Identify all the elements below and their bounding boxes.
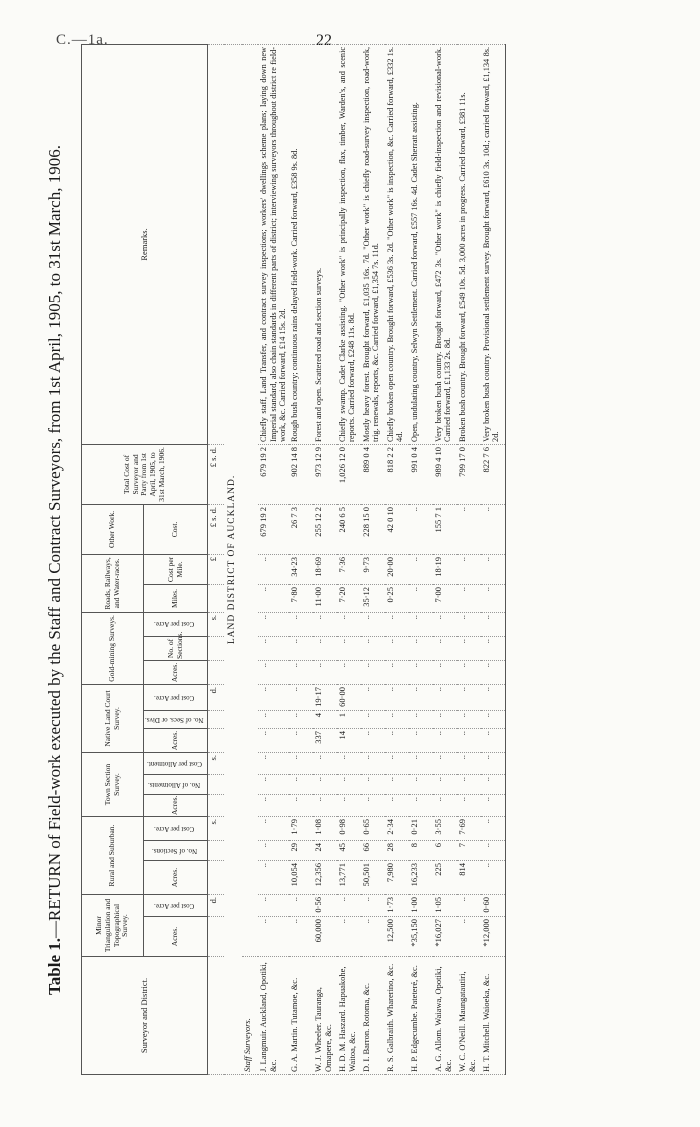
cell-total: 973 12 9 <box>313 444 337 504</box>
cell-gold-acres: .. <box>361 660 385 684</box>
header-remarks: Remarks. <box>82 44 208 444</box>
cell-rural-cost: 3·55 <box>433 817 457 841</box>
cell-native-acres: .. <box>481 729 506 753</box>
header-total-cost: Total Cost of Surveyor and Party from 1st April, 1905, to 31st March, 1906. <box>82 444 208 504</box>
cell-town-allot: .. <box>481 775 506 795</box>
cell-gold-acres: .. <box>337 660 361 684</box>
rotated-table-page <box>45 46 600 1075</box>
cell-native-secs: 1 <box>337 711 361 729</box>
cell-gold-secs: .. <box>433 636 457 660</box>
cell-miles: .. <box>258 584 289 612</box>
units-row <box>208 44 225 1074</box>
cell-remarks: Chiefly swamp. Cadet Clarke assisting. "Other work" is principally inspection, flax, timber, Warden's, and scenic reports. Carried forward, £248 11s. 8d. <box>337 44 361 444</box>
cell-native-secs: 4 <box>313 711 337 729</box>
table-title <box>45 65 65 1075</box>
header-other-cost: Cost. <box>144 504 208 554</box>
cell-town-cost: .. <box>457 753 481 775</box>
cell-other: 155 7 1 <box>433 504 457 554</box>
unit-lsd: £ s. d. <box>208 444 225 504</box>
cell-surveyor: J. Langmuir. Auckland, Opotiki, &c. <box>258 957 289 1075</box>
header-minor-acres: Acres. <box>144 917 208 957</box>
cell-rural-cost: .. <box>481 817 506 841</box>
cell-town-cost: .. <box>313 753 337 775</box>
header-surveyor: Surveyor and District. <box>82 957 208 1075</box>
header-town-section: Town Section Survey. <box>82 753 144 817</box>
cell-minor-cost: 1·73 <box>385 895 409 917</box>
section-row <box>224 44 242 1074</box>
cell-town-cost: .. <box>433 753 457 775</box>
header-native-land-court: Native Land Court Survey. <box>82 684 144 752</box>
cell-gold-cost: .. <box>433 612 457 636</box>
cell-native-secs: .. <box>385 711 409 729</box>
cell-other: 240 6 5 <box>337 504 361 554</box>
cell-total: 902 14 8 <box>289 444 313 504</box>
cell-native-acres: .. <box>361 729 385 753</box>
cell-minor-cost: 1·00 <box>409 895 433 917</box>
cell-rural-acres: 12,356 <box>313 861 337 895</box>
cell-cost-mile: 9·73 <box>361 554 385 584</box>
cell-gold-secs: .. <box>337 636 361 660</box>
header-other-work: Other Work. <box>82 504 144 554</box>
table-row <box>289 44 313 1074</box>
cell-rural-acres: .. <box>258 861 289 895</box>
cell-surveyor: W. C. O'Neill. Maungatautiri, &c. <box>457 957 481 1075</box>
cell-town-allot: .. <box>433 775 457 795</box>
cell-minor-acres: .. <box>457 917 481 957</box>
cell-other: 679 19 2 <box>258 504 289 554</box>
cell-surveyor: A. G. Allom. Waiawa, Opotiki, &c. <box>433 957 457 1075</box>
cell-other: .. <box>457 504 481 554</box>
unit-d: d. <box>208 895 225 917</box>
header-minor-triangulation: Minor Triangulation and Topographical Survey. <box>82 895 144 957</box>
cell-gold-cost: .. <box>289 612 313 636</box>
cell-cost-mile: .. <box>409 554 433 584</box>
cell-surveyor: W. J. Wheeler. Tauranga, Omapere, &c. <box>313 957 337 1075</box>
subsection-row <box>242 44 258 1074</box>
cell-minor-cost: .. <box>457 895 481 917</box>
cell-gold-secs: .. <box>385 636 409 660</box>
cell-remarks: Very broken bush country. Provisional settlement survey. Brought forward, £610 3s. 10d.; carried forward, £1,134 8s. 2d. <box>481 44 506 444</box>
cell-minor-acres: .. <box>337 917 361 957</box>
table-row <box>337 44 361 1074</box>
cell-town-acres: .. <box>433 795 457 817</box>
cell-cost-mile: .. <box>481 554 506 584</box>
cell-town-acres: .. <box>258 795 289 817</box>
cell-rural-secs: 28 <box>385 841 409 861</box>
cell-town-cost: .. <box>409 753 433 775</box>
cell-native-acres: 14 <box>337 729 361 753</box>
cell-rural-secs: 6 <box>433 841 457 861</box>
cell-rural-cost: 2·34 <box>385 817 409 841</box>
header-rural-cost-acre: Cost per Acre. <box>154 824 195 833</box>
unit-s: s. <box>208 612 225 636</box>
unit-d: d. <box>208 684 225 710</box>
cell-minor-acres: .. <box>289 917 313 957</box>
cell-gold-cost: .. <box>481 612 506 636</box>
cell-rural-secs: 66 <box>361 841 385 861</box>
cell-cost-mile: .. <box>258 554 289 584</box>
header-roads-cost-mile: Cost per Mile. <box>144 554 208 584</box>
cell-surveyor: H. P. Edgecumbe. Pateteré, &c. <box>409 957 433 1075</box>
cell-town-cost: .. <box>481 753 506 775</box>
cell-rural-acres: 50,501 <box>361 861 385 895</box>
cell-other: .. <box>409 504 433 554</box>
cell-total: 799 17 0 <box>457 444 481 504</box>
cell-native-cost: 19·17 <box>313 684 337 710</box>
cell-cost-mile: 20·00 <box>385 554 409 584</box>
cell-remarks: Broken bush country. Brought forward, £549 10s. 5d. 3,000 acres in progress. Carried forward, £381 11s. <box>457 44 481 444</box>
cell-surveyor: G. A. Martin. Tutamoe, &c. <box>289 957 313 1075</box>
cell-town-allot: .. <box>258 775 289 795</box>
cell-minor-acres: 60,000 <box>313 917 337 957</box>
header-town-allotments: No. of Allotments. <box>148 780 201 789</box>
page-reference: C.—1a. <box>56 32 109 48</box>
cell-cost-mile: 34·23 <box>289 554 313 584</box>
cell-minor-acres: *12,000 <box>481 917 506 957</box>
cell-native-acres: .. <box>289 729 313 753</box>
cell-remarks: Chiefly broken open country. Brought forward, £536 3s. 2d. "Other work" is inspection, &c. Carried forward, £332 1s. 4d. <box>385 44 409 444</box>
cell-native-secs: .. <box>409 711 433 729</box>
cell-rural-acres: 814 <box>457 861 481 895</box>
header-rural-acres: Acres. <box>144 861 208 895</box>
cell-rural-secs: 8 <box>409 841 433 861</box>
cell-gold-cost: .. <box>258 612 289 636</box>
cell-cost-mile: 18·19 <box>433 554 457 584</box>
header-gold-acres: Acres. <box>144 660 208 684</box>
cell-rural-secs: .. <box>258 841 289 861</box>
header-roads-railways: Roads, Railways, and Water-races. <box>82 554 144 612</box>
cell-rural-acres: 225 <box>433 861 457 895</box>
cell-rural-acres: 7,980 <box>385 861 409 895</box>
cell-minor-cost: .. <box>337 895 361 917</box>
header-minor-cost-acre: Cost per Acre. <box>154 901 195 910</box>
cell-minor-acres: *35,150 <box>409 917 433 957</box>
header-native-acres: Acres. <box>144 729 208 753</box>
cell-miles: .. <box>409 584 433 612</box>
cell-rural-secs: 24 <box>313 841 337 861</box>
cell-rural-cost: 0·21 <box>409 817 433 841</box>
cell-native-secs: .. <box>457 711 481 729</box>
cell-rural-secs: .. <box>481 841 506 861</box>
cell-town-allot: .. <box>409 775 433 795</box>
cell-remarks: Mostly heavy forest. Brought forward, £1,035 16s. 7d. "Other work" is chiefly road-survey inspection, road-work, trig. renewals, reports, &c. Carried forward, £1,354 7s. 11d. <box>361 44 385 444</box>
cell-total: 991 0 4 <box>409 444 433 504</box>
cell-native-cost: .. <box>385 684 409 710</box>
cell-town-acres: .. <box>409 795 433 817</box>
cell-gold-secs: .. <box>457 636 481 660</box>
header-town-acres: Acres. <box>144 795 208 817</box>
header-roads-miles: Miles. <box>144 584 208 612</box>
cell-gold-acres: .. <box>385 660 409 684</box>
cell-gold-cost: .. <box>409 612 433 636</box>
cell-native-cost: .. <box>433 684 457 710</box>
cell-rural-secs: 29 <box>289 841 313 861</box>
cell-gold-acres: .. <box>481 660 506 684</box>
cell-total: 889 0 4 <box>361 444 385 504</box>
unit-pound: £ <box>208 554 225 584</box>
cell-rural-acres: 16,233 <box>409 861 433 895</box>
cell-town-acres: .. <box>457 795 481 817</box>
cell-total: 818 2 2 <box>385 444 409 504</box>
cell-native-cost: .. <box>481 684 506 710</box>
cell-native-acres: .. <box>433 729 457 753</box>
cell-minor-cost: .. <box>289 895 313 917</box>
cell-miles: 0·25 <box>385 584 409 612</box>
table-row <box>361 44 385 1074</box>
cell-rural-acres: 13,771 <box>337 861 361 895</box>
cell-town-acres: .. <box>337 795 361 817</box>
cell-minor-acres: .. <box>361 917 385 957</box>
cell-minor-acres: *16,027 <box>433 917 457 957</box>
cell-native-cost: .. <box>409 684 433 710</box>
land-district-heading: LAND DISTRICT OF AUCKLAND. <box>224 44 242 1074</box>
cell-town-cost: .. <box>385 753 409 775</box>
cell-remarks: Very broken bush country. Brought forward, £472 3s. "Other work" is chiefly field-inspection and revisional-work. Carried forward, £1,133 2s. 8d. <box>433 44 457 444</box>
cell-gold-secs: .. <box>409 636 433 660</box>
cell-rural-cost: 0·98 <box>337 817 361 841</box>
table-row <box>481 44 506 1074</box>
cell-remarks: Open, undulating country, Selwyn Settlement. Carried forward, £557 16s. 4d. Cadet Sherratt assisting. <box>409 44 433 444</box>
cell-town-cost: .. <box>337 753 361 775</box>
cell-remarks: Forest and open. Scattered road and section surveys. <box>313 44 337 444</box>
header-town-cost-allotment: Cost per Allotment. <box>146 759 202 768</box>
unit-s: s. <box>208 817 225 841</box>
cell-other: 228 15 0 <box>361 504 385 554</box>
cell-rural-secs: 7 <box>457 841 481 861</box>
cell-miles: 7·20 <box>337 584 361 612</box>
page-number: 22 <box>316 32 332 49</box>
cell-miles: 35·12 <box>361 584 385 612</box>
cell-gold-secs: .. <box>289 636 313 660</box>
cell-cost-mile: 7·36 <box>337 554 361 584</box>
table-row <box>258 44 289 1074</box>
cell-total: 989 4 10 <box>433 444 457 504</box>
cell-surveyor: H. D. M. Haszard. Hapuakohe, Waitoa, &c. <box>337 957 361 1075</box>
cell-miles: .. <box>457 584 481 612</box>
unit-s: s. <box>208 753 225 775</box>
cell-other: 26 7 3 <box>289 504 313 554</box>
cell-minor-cost: .. <box>258 895 289 917</box>
cell-town-allot: .. <box>337 775 361 795</box>
cell-gold-secs: .. <box>361 636 385 660</box>
cell-town-acres: .. <box>313 795 337 817</box>
header-native-cost-acre: Cost per Acre. <box>154 693 195 702</box>
cell-gold-acres: .. <box>258 660 289 684</box>
cell-town-allot: .. <box>289 775 313 795</box>
cell-town-allot: .. <box>457 775 481 795</box>
header-gold-sections: No. of Sections. <box>144 636 208 660</box>
cell-native-cost: .. <box>258 684 289 710</box>
cell-rural-acres: 10,054 <box>289 861 313 895</box>
cell-native-secs: .. <box>481 711 506 729</box>
cell-gold-secs: .. <box>258 636 289 660</box>
cell-minor-acres: .. <box>258 917 289 957</box>
cell-cost-mile: 18·69 <box>313 554 337 584</box>
cell-gold-cost: .. <box>385 612 409 636</box>
unit-lsd: £ s. d. <box>208 504 225 554</box>
cell-town-acres: .. <box>361 795 385 817</box>
table-title-lead: Table 1. <box>45 937 64 995</box>
cell-other: 255 12 2 <box>313 504 337 554</box>
staff-surveyors-heading: Staff Surveyors. <box>242 957 258 1075</box>
cell-other: .. <box>481 504 506 554</box>
cell-minor-cost: 0·56 <box>313 895 337 917</box>
cell-surveyor: D. I. Barron. Rotoma, &c. <box>361 957 385 1075</box>
cell-total: 679 19 2 <box>258 444 289 504</box>
cell-gold-secs: .. <box>481 636 506 660</box>
cell-total: 822 7 6 <box>481 444 506 504</box>
cell-rural-cost: 7·69 <box>457 817 481 841</box>
table-row <box>313 44 337 1074</box>
table-title-text: —RETURN of Field-work executed by the Staff and Contract Surveyors, from 1st April, 1905, to 31st March, 1906. <box>45 145 64 938</box>
cell-town-allot: .. <box>313 775 337 795</box>
cell-remarks: Chiefly staff, Land Transfer, and contract survey inspections; workers' dwellings scheme plans; laying down new Imperial standard, also chain standards in different parts of district; interviewing surveyors throughout district re field-work, &c. Carried forward, £14 15s. 2d. <box>258 44 289 444</box>
cell-gold-cost: .. <box>313 612 337 636</box>
cell-gold-acres: .. <box>289 660 313 684</box>
table-row <box>385 44 409 1074</box>
cell-native-acres: .. <box>385 729 409 753</box>
cell-town-acres: .. <box>385 795 409 817</box>
cell-rural-secs: 45 <box>337 841 361 861</box>
cell-gold-secs: .. <box>313 636 337 660</box>
cell-native-secs: .. <box>361 711 385 729</box>
cell-surveyor: R. S. Galbraith. Wharerino, &c. <box>385 957 409 1075</box>
cell-other: 42 0 10 <box>385 504 409 554</box>
cell-remarks: Rough bush country; continuous rains delayed field-work. Carried forward, £358 9s. 8d. <box>289 44 313 444</box>
cell-native-acres: .. <box>258 729 289 753</box>
cell-native-cost: .. <box>457 684 481 710</box>
cell-minor-cost: 0·60 <box>481 895 506 917</box>
cell-gold-acres: .. <box>457 660 481 684</box>
cell-miles: 7·80 <box>289 584 313 612</box>
cell-town-cost: .. <box>258 753 289 775</box>
cell-native-secs: .. <box>258 711 289 729</box>
cell-native-acres: .. <box>409 729 433 753</box>
table-row <box>433 44 457 1074</box>
cell-gold-cost: .. <box>337 612 361 636</box>
cell-town-acres: .. <box>481 795 506 817</box>
cell-native-cost: .. <box>361 684 385 710</box>
cell-minor-cost: 1·05 <box>433 895 457 917</box>
header-rural-suburban: Rural and Suburban. <box>82 817 144 895</box>
header-gold-mining: Gold-mining Surveys. <box>82 612 144 684</box>
cell-gold-acres: .. <box>313 660 337 684</box>
cell-gold-cost: .. <box>457 612 481 636</box>
cell-town-cost: .. <box>361 753 385 775</box>
cell-gold-cost: .. <box>361 612 385 636</box>
cell-miles: 11·00 <box>313 584 337 612</box>
cell-rural-cost: 1·79 <box>289 817 313 841</box>
field-work-return-table <box>81 44 506 1075</box>
cell-native-acres: 337 <box>313 729 337 753</box>
cell-town-allot: .. <box>361 775 385 795</box>
cell-total: 1,026 12 0 <box>337 444 361 504</box>
cell-town-allot: .. <box>385 775 409 795</box>
cell-rural-cost: .. <box>258 817 289 841</box>
cell-rural-acres: .. <box>481 861 506 895</box>
cell-native-cost: .. <box>289 684 313 710</box>
header-rural-sections: No. of Sections. <box>151 846 197 855</box>
table-row <box>409 44 433 1074</box>
table-row <box>457 44 481 1074</box>
cell-native-cost: 60·00 <box>337 684 361 710</box>
cell-town-cost: .. <box>289 753 313 775</box>
cell-rural-cost: 0·65 <box>361 817 385 841</box>
cell-rural-cost: 1·08 <box>313 817 337 841</box>
cell-native-acres: .. <box>457 729 481 753</box>
cell-minor-acres: 12,500 <box>385 917 409 957</box>
cell-gold-acres: .. <box>409 660 433 684</box>
cell-miles: 7·00 <box>433 584 457 612</box>
header-gold-cost-acre: Cost per Acre. <box>154 620 195 629</box>
header-native-secs: No. of Secs. or Divs. <box>145 715 204 724</box>
cell-gold-acres: .. <box>433 660 457 684</box>
cell-native-secs: .. <box>433 711 457 729</box>
cell-town-acres: .. <box>289 795 313 817</box>
cell-surveyor: H. T. Mitchell. Waioeka, &c. <box>481 957 506 1075</box>
cell-native-secs: .. <box>289 711 313 729</box>
cell-miles: .. <box>481 584 506 612</box>
cell-minor-cost: .. <box>361 895 385 917</box>
cell-cost-mile: .. <box>457 554 481 584</box>
